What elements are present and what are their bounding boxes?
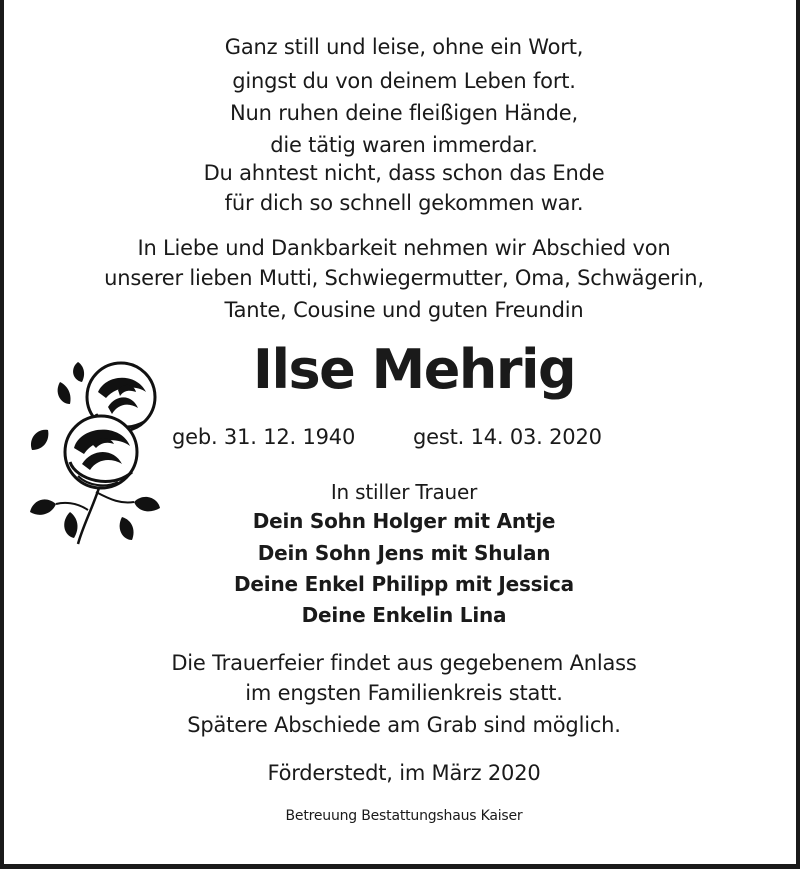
intro-line: In Liebe und Dankbarkeit nehmen wir Abschied von (137, 236, 671, 260)
mourner-line: Dein Sohn Jens mit Shulan (257, 541, 551, 565)
mourner-line: Deine Enkel Philipp mit Jessica (234, 572, 574, 596)
poem-line: Nun ruhen deine fleißigen Hände, (230, 101, 578, 125)
undertaker-credit: Betreuung Bestattungshaus Kaiser (285, 808, 523, 824)
death-date: gest. 14. 03. 2020 (413, 425, 602, 449)
deceased-name: Ilse Mehrig (252, 338, 576, 401)
info-line: Die Trauerfeier findet aus gegebenem Anlass (171, 651, 637, 675)
place-date: Förderstedt, im März 2020 (267, 761, 541, 785)
poem-line: Ganz still und leise, ohne ein Wort, (224, 35, 584, 59)
poem-line: gingst du von deinem Leben fort. (232, 69, 576, 93)
info-line: Spätere Abschiede am Grab sind möglich. (187, 713, 621, 737)
mourner-line: Deine Enkelin Lina (301, 603, 507, 627)
mourner-line: Dein Sohn Holger mit Antje (252, 509, 556, 533)
intro-line: unserer lieben Mutti, Schwiegermutter, Oma, Schwägerin, (104, 266, 704, 290)
poem-line: die tätig waren immerdar. (270, 133, 538, 157)
poem-line: für dich so schnell gekommen war. (224, 191, 584, 215)
birth-date: geb. 31. 12. 1940 (172, 425, 356, 449)
info-line: im engsten Familienkreis statt. (245, 681, 563, 705)
poem-line: Du ahntest nicht, dass schon das Ende (203, 161, 605, 185)
intro-line: Tante, Cousine und guten Freundin (224, 298, 584, 322)
mourning-heading: In stiller Trauer (330, 480, 478, 504)
